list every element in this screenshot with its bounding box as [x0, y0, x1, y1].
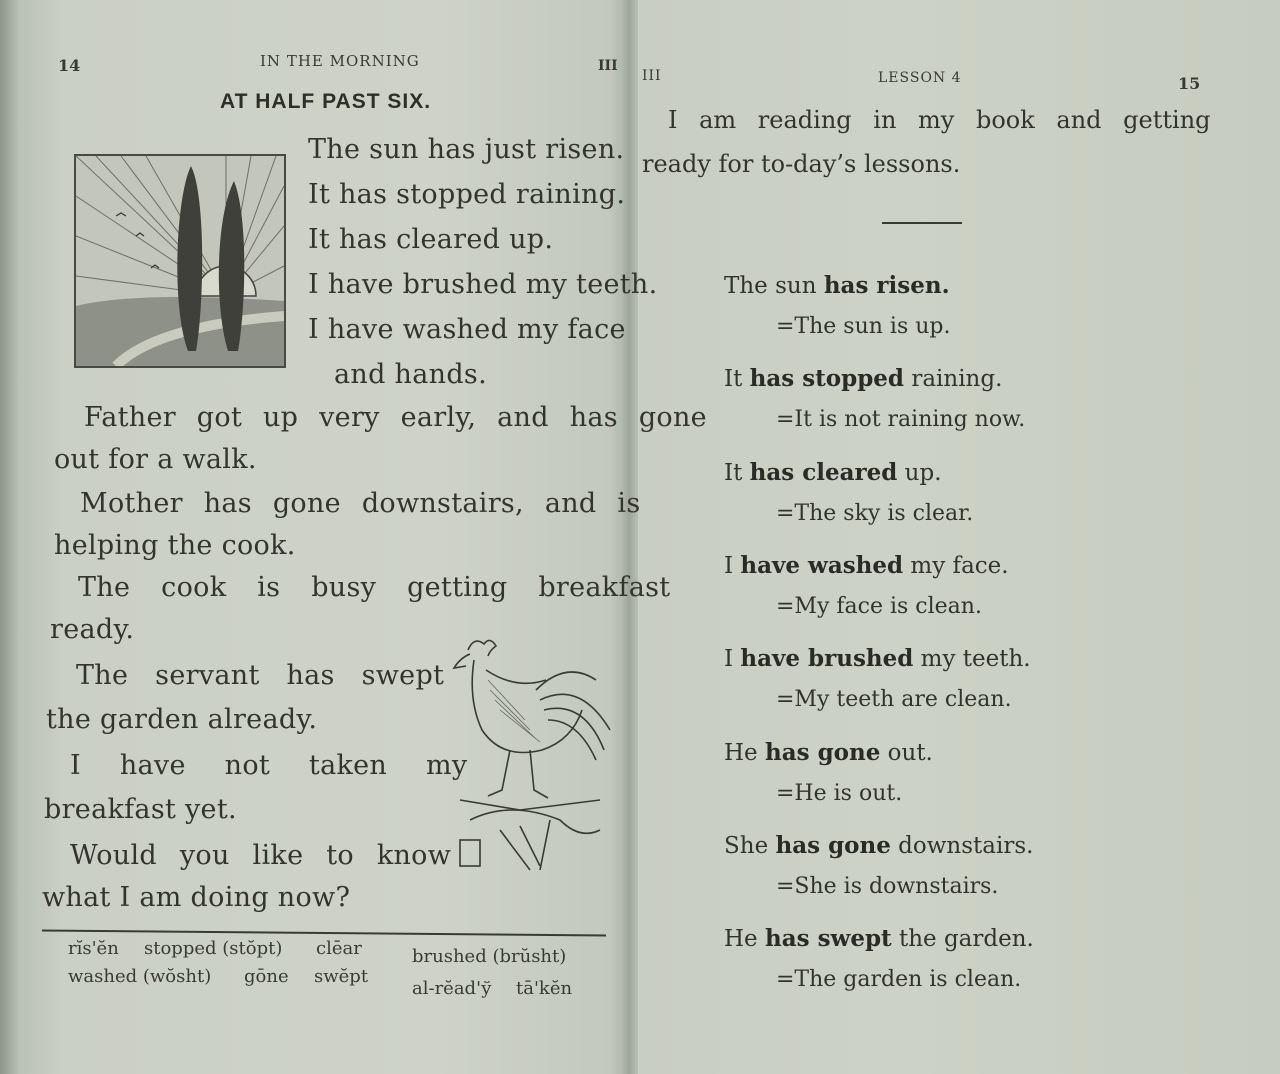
lesson-title: AT HALF PAST SIX.: [220, 90, 432, 113]
section-mark-left: III: [598, 58, 618, 74]
pair-meaning-4: =My face is clean.: [776, 593, 982, 619]
pair-meaning-5: =My teeth are clean.: [776, 687, 1012, 713]
intro-line-5: I have washed my face: [308, 314, 626, 345]
side-line-3: I have not taken my: [70, 750, 468, 781]
statement-rest: up.: [897, 459, 942, 486]
rooster-illustration: [440, 630, 620, 880]
statement-subject: It: [724, 459, 750, 486]
side-line-4: breakfast yet.: [44, 794, 237, 825]
paragraph-3-line-2: ready.: [50, 614, 135, 645]
statement-verb: has stopped: [749, 365, 905, 393]
statement-verb: has gone: [764, 738, 881, 766]
pair-statement-3: [724, 459, 942, 486]
intro-line-1: The sun has just risen.: [308, 134, 625, 165]
short-divider: [882, 222, 962, 224]
pair-statement-8: [724, 925, 1034, 952]
statement-rest: my teeth.: [913, 646, 1031, 673]
statement-verb: have brushed: [740, 645, 914, 673]
vocab-word: al-rĕad'ў: [412, 978, 492, 999]
intro-line-3: It has cleared up.: [308, 224, 554, 255]
pair-meaning-2: =It is not raining now.: [776, 407, 1026, 433]
intro-line-6: and hands.: [334, 359, 487, 390]
statement-verb: has swept: [764, 925, 892, 953]
vocab-word: tā'kĕn: [516, 978, 573, 999]
statement-rest: raining.: [904, 366, 1003, 393]
page-number-left: 14: [58, 56, 81, 75]
pair-meaning-1: =The sun is up.: [776, 314, 951, 339]
vocab-word: stopped (stŏpt): [144, 938, 283, 959]
statement-verb: have washed: [740, 551, 904, 579]
pair-statement-7: [724, 832, 1033, 859]
statement-subject: The sun: [724, 273, 824, 299]
statement-rest: out.: [880, 739, 933, 766]
section-mark-right: III: [642, 68, 662, 84]
running-head-right: LESSON 4: [878, 70, 962, 86]
side-line-1: The servant has swept: [76, 660, 445, 691]
statement-subject: It: [724, 366, 750, 393]
vocab-word: gōne: [244, 966, 289, 987]
side-line-5: Would you like to know: [70, 840, 452, 871]
pair-meaning-8: =The garden is clean.: [776, 967, 1022, 993]
intro-line-2: It has stopped raining.: [308, 179, 626, 210]
statement-verb: has risen.: [823, 272, 950, 299]
vocab-word: rĭs'ĕn: [68, 938, 119, 959]
vocab-word: clēar: [316, 938, 362, 959]
statement-subject: I: [724, 552, 741, 579]
statement-subject: She: [724, 832, 776, 859]
statement-rest: downstairs.: [890, 832, 1034, 859]
vocab-word: swĕpt: [314, 966, 369, 987]
statement-rest: my face.: [903, 552, 1009, 579]
running-head-left: IN THE MORNING: [260, 52, 420, 70]
pair-meaning-3: =The sky is clear.: [776, 500, 974, 526]
right-intro-line-2: ready for to-day’s lessons.: [642, 150, 961, 178]
statement-rest: the garden.: [891, 926, 1034, 953]
pair-statement-6: [724, 739, 933, 766]
pair-statement-4: [724, 552, 1009, 579]
pair-statement-1: [724, 272, 950, 299]
paragraph-1-line-2: out for a walk.: [54, 444, 257, 475]
paragraph-2-line-1: Mother has gone downstairs, and is: [80, 488, 641, 519]
intro-line-4: I have brushed my teeth.: [308, 269, 658, 300]
sunrise-trees-illustration: [74, 154, 286, 368]
side-line-2: the garden already.: [46, 704, 318, 735]
paragraph-2-line-2: helping the cook.: [54, 530, 296, 561]
page-number-right: 15: [1178, 74, 1201, 93]
vocab-word: brushed (brŭsht): [412, 946, 567, 967]
vocab-word: washed (wŏsht): [68, 966, 212, 987]
statement-subject: I: [724, 646, 741, 673]
pair-meaning-7: =She is downstairs.: [776, 873, 999, 899]
pair-meaning-6: =He is out.: [776, 780, 903, 806]
statement-verb: has gone: [775, 831, 891, 859]
side-line-6: what I am doing now?: [42, 882, 351, 913]
right-intro-line-1: I am reading in my book and getting: [668, 106, 1211, 134]
statement-subject: He: [724, 926, 765, 953]
pair-statement-5: [724, 645, 1031, 672]
statement-verb: has cleared: [749, 458, 898, 486]
paragraph-1-line-1: Father got up very early, and has gone: [84, 402, 707, 433]
statement-subject: He: [724, 739, 765, 766]
pair-statement-2: [724, 365, 1002, 392]
paragraph-3-line-1: The cook is busy getting breakfast: [78, 572, 671, 603]
